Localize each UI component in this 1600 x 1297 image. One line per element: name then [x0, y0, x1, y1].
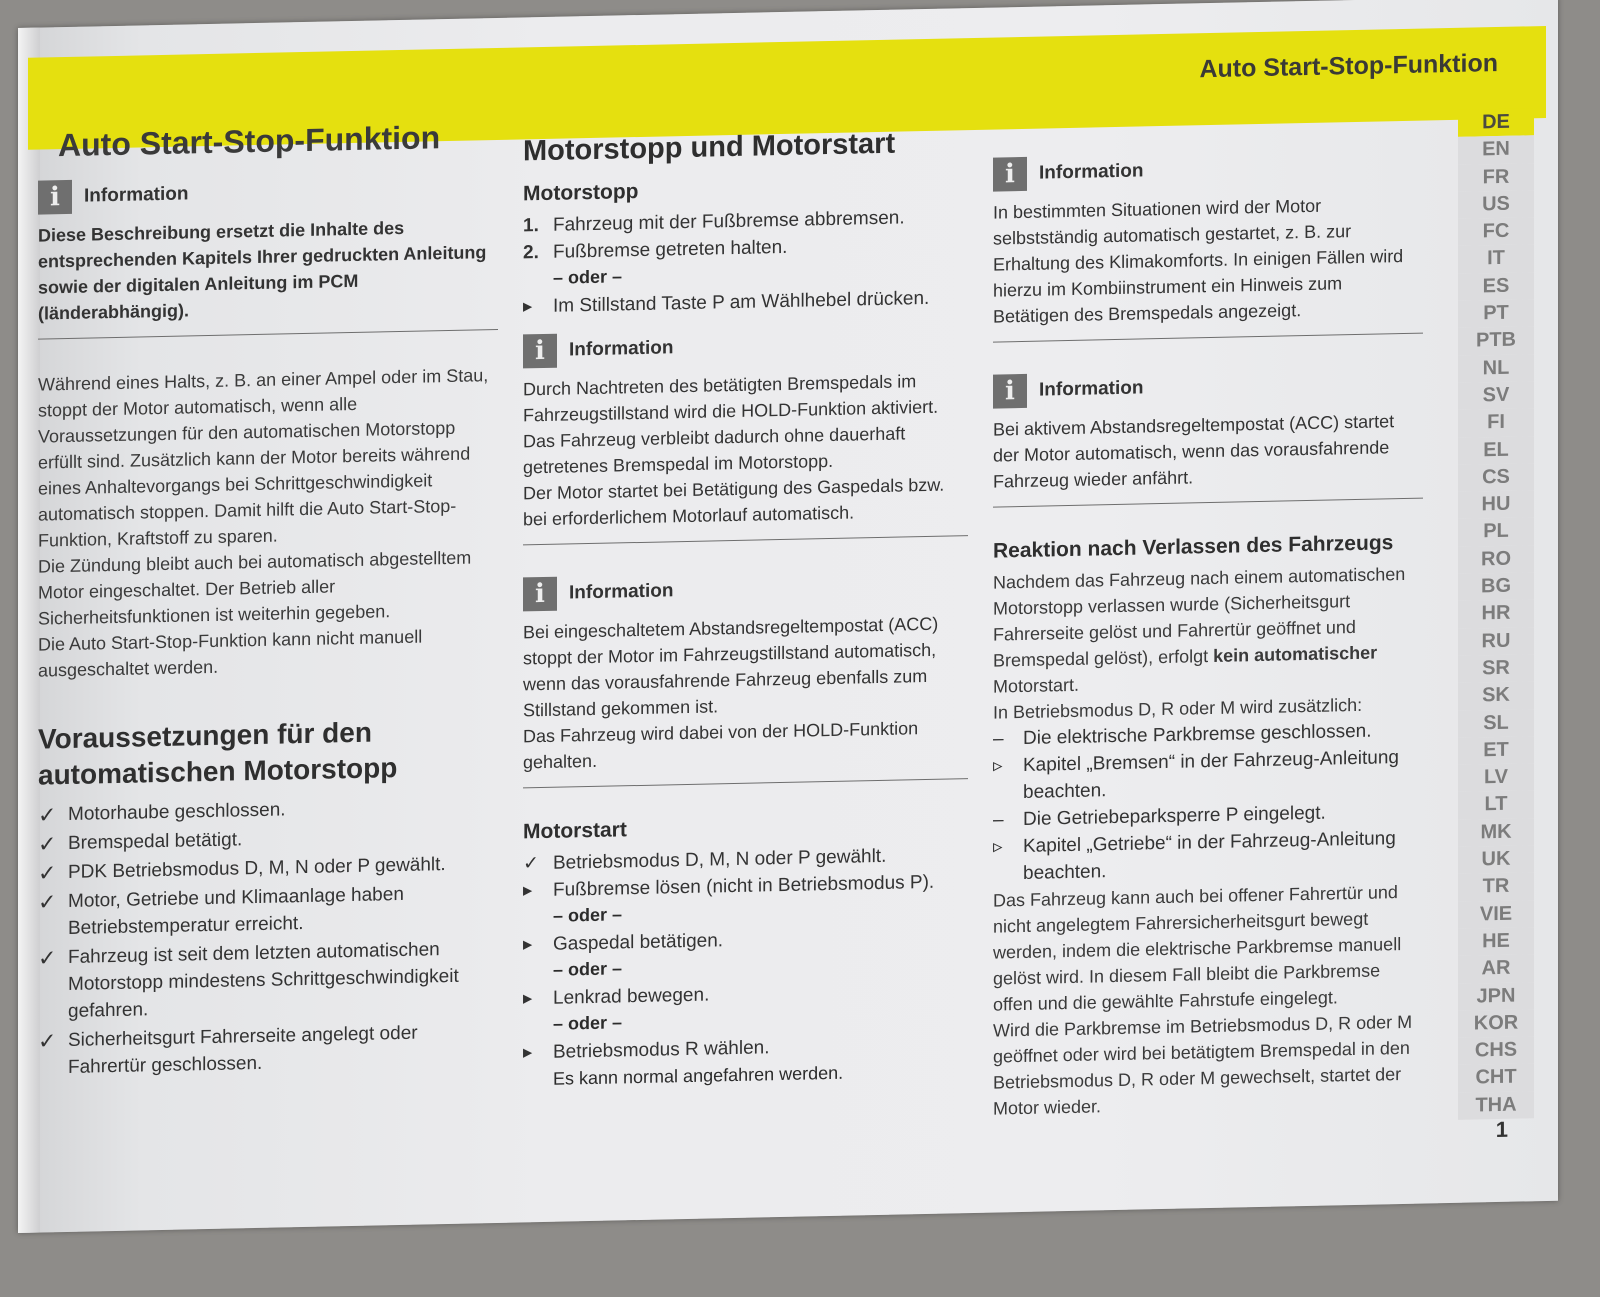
list-item: ✓ Betriebsmodus D, M, N oder P gewählt.	[523, 841, 968, 877]
language-tab-kor: KOR	[1458, 1009, 1534, 1038]
language-tab-lv: LV	[1458, 763, 1534, 792]
language-tab-pl: PL	[1458, 518, 1534, 547]
list-item: 1. Fahrzeug mit der Fußbremse abbremsen.	[523, 207, 905, 237]
triangle-icon: ▶	[523, 883, 533, 898]
list-item: 2. Fußbremse getreten halten.	[523, 236, 788, 264]
or-separator: – oder –	[553, 958, 623, 980]
list-item: ▶ Betriebsmodus R wählen.	[523, 1030, 968, 1066]
language-tab-es: ES	[1458, 272, 1534, 301]
language-tab-jpn: JPN	[1458, 982, 1534, 1011]
list-item: ✓ Motor, Getriebe und Klimaanlage haben Betriebstemperatur erreicht.	[38, 879, 498, 943]
or-separator: – oder –	[553, 266, 623, 288]
paragraph: Nachdem das Fahrzeug nach einem automatischen Motorstopp verlassen wurde (Sicherheitsgurt Fahrerseite gelöst und Fahrertür geöffnet und Bremspedal gelöst), erfolgt kein automatischer Motorstart.	[993, 563, 1406, 697]
reference-arrow-icon: ▹	[993, 755, 1003, 777]
paragraph: Das Fahrzeug kann auch bei offener Fahrertür und nicht angelegtem Fahrersicherheitsgurt bewegt werden, indem die elektrische Parkbremse manuell gelöst wird. In diesem Fall bleibt die Parkbremse offen und die gewählte Fahrstufe eingelegt.	[993, 882, 1402, 1015]
language-tab-bg: BG	[1458, 572, 1534, 601]
info-text: Bei eingeschaltetem Abstandsregeltempostat (ACC) stoppt der Motor im Fahrzeugstillstand automatisch, wenn das vorausfahrende Fahrzeug ebenfalls zum Stillstand gekommen ist.	[523, 613, 939, 721]
reference-arrow-icon: ▹	[993, 836, 1003, 858]
language-tab-cht: CHT	[1458, 1064, 1534, 1093]
column-right	[993, 149, 1423, 1122]
info-label: Information	[1039, 377, 1144, 401]
list-item: ▶ Im Stillstand Taste P am Wählhebel drücken.	[523, 284, 968, 320]
language-tab-vie: VIE	[1458, 900, 1534, 929]
column-middle	[523, 126, 968, 1093]
page-number: 1	[1495, 1116, 1508, 1143]
check-icon: ✓	[38, 945, 57, 971]
list-item: ✓ Motorhaube geschlossen.	[38, 799, 286, 828]
info-icon: i	[523, 577, 557, 612]
language-tab-cs: CS	[1458, 463, 1534, 492]
list-item: ✓ Sicherheitsgurt Fahrerseite angelegt oder Fahrertür geschlossen.	[38, 1018, 498, 1082]
language-tab-ro: RO	[1458, 545, 1534, 574]
info-box	[993, 149, 1423, 343]
sub-heading: Motorstopp	[523, 180, 639, 206]
info-label: Information	[569, 580, 674, 604]
info-box	[523, 325, 968, 545]
language-tab-en: EN	[1458, 136, 1534, 165]
manual-page	[18, 0, 1558, 1233]
language-tab-sk: SK	[1458, 681, 1534, 710]
column-left	[38, 118, 498, 1084]
info-text: Der Motor startet bei Betätigung des Gaspedals bzw. bei erforderlichem Motorlauf automatisch.	[523, 474, 945, 530]
language-tab-sr: SR	[1458, 654, 1534, 683]
info-box	[993, 366, 1423, 508]
page-title: Auto Start-Stop-Funktion	[58, 119, 441, 164]
info-text: Diese Beschreibung ersetzt die Inhalte des entsprechenden Kapitels Ihrer gedruckten Anleitung sowie der digitalen Anleitung im PCM (länderabhängig).	[38, 217, 487, 324]
page-edge	[18, 28, 40, 1233]
triangle-icon: ▶	[523, 1045, 533, 1060]
list-item: ✓ Fahrzeug ist seit dem letzten automatischen Motorstopp mindestens Schrittgeschwindigkeit gefahren.	[38, 935, 498, 1026]
sub-heading: Reaktion nach Verlassen des Fahrzeugs	[993, 531, 1394, 563]
check-icon: ✓	[38, 889, 57, 915]
result-text: Es kann normal angefahren werden.	[553, 1062, 844, 1089]
info-label: Information	[1039, 160, 1144, 184]
language-tab-us: US	[1458, 190, 1534, 219]
language-tab-nl: NL	[1458, 354, 1534, 383]
triangle-icon: ▶	[523, 937, 533, 952]
sub-heading: Motorstart	[523, 818, 627, 844]
language-tab-tr: TR	[1458, 873, 1534, 902]
language-tab-lt: LT	[1458, 791, 1534, 820]
info-icon: i	[993, 374, 1027, 409]
list-item: ✓ PDK Betriebsmodus D, M, N oder P gewählt.	[38, 854, 446, 886]
list-item: ▹ Kapitel „Getriebe“ in der Fahrzeug-Anleitung beachten.	[993, 825, 1423, 888]
language-tab-tha: THA	[1458, 1091, 1534, 1120]
language-tab-ar: AR	[1458, 954, 1534, 983]
paragraph: In Betriebsmodus D, R oder M wird zusätzlich:	[993, 694, 1363, 723]
language-tabs	[1458, 108, 1534, 1120]
language-tab-sv: SV	[1458, 381, 1534, 410]
paragraph: Während eines Halts, z. B. an einer Ampel oder im Stau, stoppt der Motor automatisch, wenn alle Voraussetzungen für den automatischen Motorstopp erfüllt sind. Zusätzlich kann der Motor bereits während eines Anhaltevorgangs bei Schrittgeschwindigkeit automatisch stoppen. Damit hilft die Auto Start-Stop-Funktion, Kraftstoff zu sparen.	[38, 365, 489, 551]
info-text: Bei aktivem Abstandsregeltempostat (ACC) startet der Motor automatisch, wenn das vorausfahrende Fahrzeug wieder anfährt.	[993, 411, 1395, 492]
language-tab-he: HE	[1458, 927, 1534, 956]
list-item: ▶ Gaspedal betätigen.	[523, 922, 968, 958]
info-label: Information	[569, 337, 674, 361]
language-tab-sl: SL	[1458, 709, 1534, 738]
language-tab-chs: CHS	[1458, 1036, 1534, 1065]
section-heading: Motorstopp und Motorstart	[523, 127, 896, 168]
language-tab-fr: FR	[1458, 163, 1534, 192]
triangle-icon: ▶	[523, 299, 533, 314]
paragraph: Die Zündung bleibt auch bei automatisch abgestelltem Motor eingeschaltet. Der Betrieb aller Sicherheitsfunktionen ist weiterhin gegeben.	[38, 547, 472, 629]
list-item: ✓ Bremspedal betätigt.	[38, 829, 243, 857]
language-tab-pt: PT	[1458, 299, 1534, 328]
info-box	[523, 568, 968, 788]
section-heading: Voraussetzungen für den automatischen Motorstopp	[38, 716, 398, 791]
language-tab-mk: MK	[1458, 818, 1534, 847]
requirements-list	[38, 792, 498, 1082]
paragraph: Die Auto Start-Stop-Funktion kann nicht manuell ausgeschaltet werden.	[38, 626, 423, 681]
language-tab-ru: RU	[1458, 627, 1534, 656]
language-tab-et: ET	[1458, 736, 1534, 765]
language-tab-ptb: PTB	[1458, 327, 1534, 356]
info-box	[38, 171, 498, 340]
or-separator: – oder –	[553, 1012, 623, 1034]
language-tab-hr: HR	[1458, 600, 1534, 629]
check-icon: ✓	[523, 853, 539, 875]
check-icon: ✓	[38, 1028, 57, 1054]
info-icon: i	[993, 157, 1027, 192]
language-tab-el: EL	[1458, 436, 1534, 465]
info-icon: i	[38, 180, 72, 215]
info-text: Das Fahrzeug wird dabei von der HOLD-Funktion gehalten.	[523, 718, 919, 773]
language-tab-fc: FC	[1458, 217, 1534, 246]
running-head: Auto Start-Stop-Funktion	[1199, 48, 1498, 84]
list-item: – Die Getriebeparksperre P eingelegt.	[993, 802, 1326, 831]
info-text: Durch Nachtreten des betätigten Bremspedals im Fahrzeugstillstand wird die HOLD-Funktion aktiviert. Das Fahrzeug verbleibt dadurch ohne dauerhaft getretenes Bremspedal im Motorstopp.	[523, 371, 939, 478]
language-tab-de: DE	[1458, 108, 1534, 137]
check-icon: ✓	[38, 860, 57, 886]
triangle-icon: ▶	[523, 991, 533, 1006]
language-tab-uk: UK	[1458, 845, 1534, 874]
steps-list	[523, 203, 968, 266]
info-text: In bestimmten Situationen wird der Motor selbstständig automatisch gestartet, z. B. zur Erhaltung des Klimakomforts. In einigen Fällen wird hierzu im Kombiinstrument ein Hinweis zum Betätigen des Bremspedals angezeigt.	[993, 195, 1404, 327]
language-tab-fi: FI	[1458, 409, 1534, 438]
info-label: Information	[84, 183, 189, 207]
list-item: ▶ Lenkrad bewegen.	[523, 976, 968, 1012]
check-icon: ✓	[38, 831, 57, 857]
or-separator: – oder –	[553, 904, 623, 926]
info-icon: i	[523, 334, 557, 369]
list-item: – Die elektrische Parkbremse geschlossen.	[993, 720, 1372, 750]
language-tab-it: IT	[1458, 245, 1534, 274]
list-item: ▶ Fußbremse lösen (nicht in Betriebsmodus P).	[523, 868, 968, 904]
list-item: ▹ Kapitel „Bremsen“ in der Fahrzeug-Anleitung beachten.	[993, 744, 1423, 807]
check-icon: ✓	[38, 802, 57, 828]
language-tab-hu: HU	[1458, 490, 1534, 519]
paragraph: Wird die Parkbremse im Betriebsmodus D, R oder M geöffnet oder wird bei betätigtem Bremspedal in den Betriebsmodus D, R oder M gewechselt, startet der Motor wieder.	[993, 1011, 1413, 1119]
